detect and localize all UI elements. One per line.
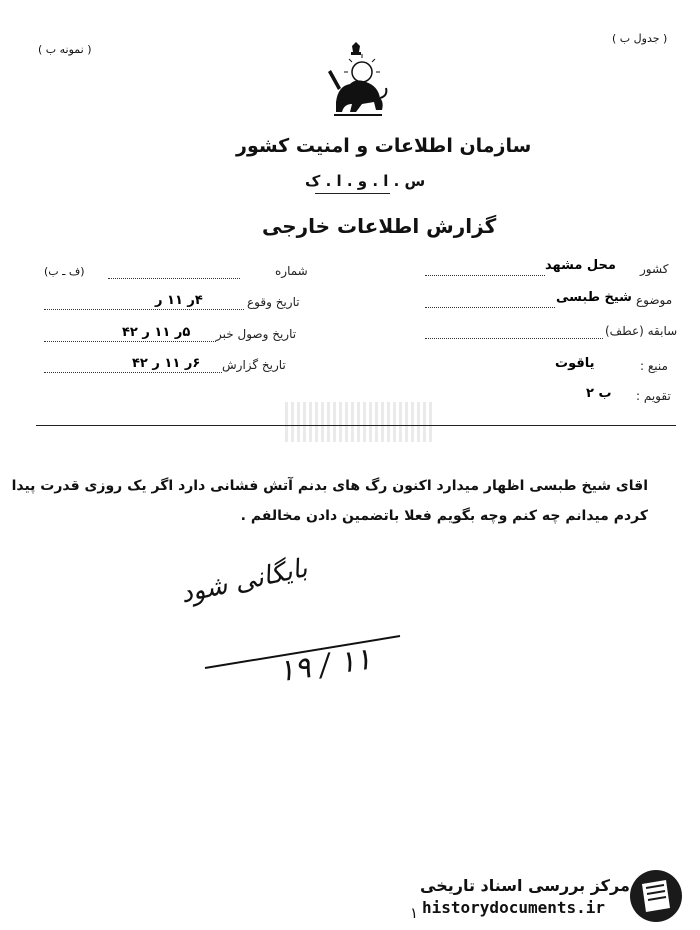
report-title: گزارش اطلاعات خارجی bbox=[262, 214, 497, 238]
report-date-value: ۶ر ۱۱ ر ۴۲ bbox=[132, 356, 201, 371]
event-date-label: تاریخ وقوع bbox=[247, 295, 300, 309]
lion-and-sun-emblem bbox=[322, 42, 392, 124]
page-number: ۱ bbox=[410, 904, 419, 922]
watermark-logo-icon bbox=[628, 868, 684, 924]
subject-value: شیخ طبسی bbox=[556, 290, 632, 305]
number-label: شماره bbox=[275, 264, 308, 278]
received-date-value: ۵ر ۱۱ ر ۴۲ bbox=[122, 325, 191, 340]
report-date-label: تاریخ گزارش bbox=[222, 358, 286, 372]
rating-label: تقویم : bbox=[636, 389, 671, 403]
source-value: یاقوت bbox=[555, 356, 595, 371]
reference-label: سابقه (عطف) bbox=[605, 324, 678, 338]
faded-stamp bbox=[285, 402, 435, 442]
event-date-value: ۴ر ۱۱ ر bbox=[155, 293, 203, 308]
reference-dotted-line bbox=[425, 338, 603, 339]
source-label: منبع : bbox=[640, 359, 668, 373]
watermark-title: مرکز بررسی اسناد تاریخی bbox=[420, 876, 630, 895]
received-date-label: تاریخ وصول خبر bbox=[216, 327, 297, 341]
number-dotted-line bbox=[108, 278, 240, 279]
rating-value: ب ۲ bbox=[586, 386, 612, 401]
handwritten-note: بایگانی شود bbox=[178, 553, 311, 610]
subject-label: موضوع bbox=[636, 293, 673, 307]
report-body-line-1: اقای شیخ طبسی اظهار میدارد اکنون رگ های بدنم آتش فشانی دارد اگر یک روزی قدرت پیدا bbox=[11, 478, 648, 494]
subject-dotted-line bbox=[425, 307, 555, 308]
organization-code: س . ا . و . ا . ک bbox=[305, 172, 426, 190]
country-value: محل مشهد bbox=[545, 258, 616, 273]
report-date-dotted-line bbox=[44, 372, 222, 373]
country-label: کشور bbox=[640, 262, 669, 276]
received-date-dotted-line bbox=[44, 341, 216, 342]
number-value: (ف ـ ب) bbox=[44, 265, 85, 278]
event-date-dotted-line bbox=[44, 309, 244, 310]
sample-label: ( نمونه ب ) bbox=[38, 43, 92, 56]
header-divider bbox=[36, 425, 676, 426]
organization-name: سازمان اطلاعات و امنیت کشور bbox=[236, 135, 532, 157]
report-body-line-2: کردم میدانم چه کنم وچه بگویم فعلا باتضمین دادن مخالفم . bbox=[240, 508, 648, 524]
form-type-label: ( جدول ب ) bbox=[612, 32, 668, 45]
title-divider bbox=[315, 193, 390, 194]
handwritten-date: ۱۹ / ۱۱ bbox=[276, 641, 374, 690]
country-dotted-line bbox=[425, 275, 545, 276]
watermark-url: historydocuments.ir bbox=[422, 898, 606, 917]
